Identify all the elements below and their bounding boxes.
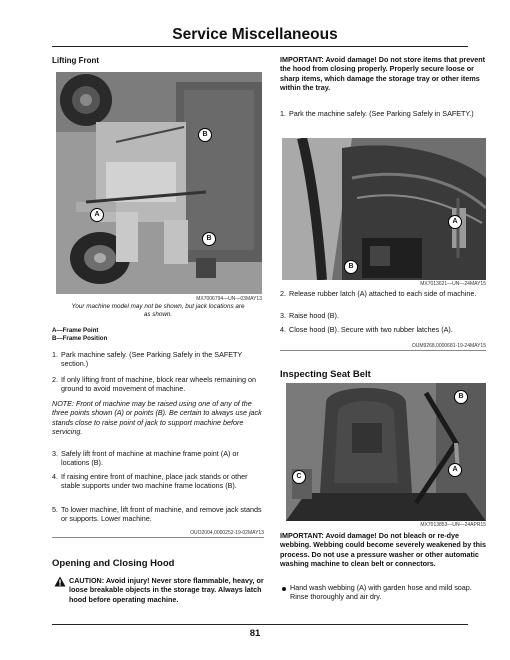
step-text: Release rubber latch (A) attached to each side of machine. [289,289,477,298]
hood-photo [282,138,486,280]
right-step-1 [280,109,490,128]
right-step-3 [280,311,490,321]
step-number: 1. [280,109,286,118]
step-number: 3. [280,311,286,320]
doc-code-right: OUM9268,0000681-19-24MAY15 [411,343,486,349]
seat-belt-heading: Inspecting Seat Belt [280,369,371,380]
important-hood: IMPORTANT: Avoid damage! Do not store items that prevent the hood from closing properly. Properly secure loose or sharp items, which damage the storage tray or other items within the tray. [280,55,485,93]
left-step-5 [52,505,264,524]
page-number: 81 [249,628,261,639]
doc-code-left: OUO2004,0000252-19-02MAY13 [190,530,264,536]
left-step-1 [52,350,264,369]
page-title: Service Miscellaneous [172,26,338,43]
hood-illustration [282,138,486,280]
figure-code-hood: MX7013621—UN—24MAY15 [420,281,486,287]
bullet-dot [282,587,286,591]
right-divider [280,350,486,351]
callout-a-belt: A [448,463,462,477]
step-number: 5. [52,505,58,514]
step-number: 2. [280,289,286,298]
figure-code-belt: MX7013853—UN—24APR15 [420,522,486,528]
lifting-note: NOTE: Front of machine may be raised using one of any of the three points shown (A) or points (B). Be certain to always use jack stands close to raise point of jack to support machine before servicing. [52,399,262,437]
lifting-front-illustration [56,72,262,294]
legend-b: B—Frame Position [52,335,108,342]
important-belt: IMPORTANT: Avoid damage! Do not bleach or re-dye webbing. Webbing could become severely weakened by this process. Do not use a pressure washer or other automatic washing machine to clean belt or connectors. [280,531,486,569]
step-number: 4. [280,325,286,334]
step-text: Safely lift front of machine at machine frame point (A) or locations (B). [61,449,239,468]
seat-belt-illustration [286,383,486,521]
left-step-3 [52,449,264,468]
hood-heading: Opening and Closing Hood [52,558,175,569]
callout-b-hood: B [344,260,358,274]
seat-belt-photo [286,383,486,521]
step-text: Park machine safely. (See Parking Safely in the SAFETY section.) [61,350,243,369]
header-rule [52,46,468,47]
left-step-2 [52,375,264,394]
lifting-front-heading: Lifting Front [52,56,100,65]
callout-c-belt: C [292,470,306,484]
step-text: Raise hood (B). [289,311,339,320]
warning-icon [54,576,66,587]
figure-code-left: MX7006794—UN—03MAY13 [196,296,262,302]
figure-caption: Your machine model may not be shown, but jack locations are as shown. [71,303,245,318]
callout-a-hood: A [448,215,462,229]
callout-a: A [90,208,104,222]
callout-b-belt: B [454,390,468,404]
hood-caution: CAUTION: Avoid injury! Never store flammable, heavy, or loose breakable objects in the storage tray. Always latch hood before operating machine. [69,576,264,604]
step-number: 3. [52,449,58,458]
step-text: To lower machine, lift front of machine, and remove jack stands or supports. Lower machine. [61,505,262,524]
step-number: 2. [52,375,58,384]
step-text: If raising entire front of machine, place jack stands or other stable supports under two machine frame locations (B). [61,472,248,491]
right-step-4 [280,325,490,335]
step-number: 4. [52,472,58,481]
left-step-4 [52,472,264,501]
footer-rule [52,624,468,625]
lifting-front-photo [56,72,262,294]
left-divider [52,537,264,538]
step-number: 1. [52,350,58,359]
legend-a: A—Frame Point [52,327,99,334]
step-text: Close hood (B). Secure with two rubber latches (A). [289,325,453,334]
right-step-2 [280,289,490,308]
callout-b-upper: B [198,128,212,142]
callout-b-lower: B [202,232,216,246]
belt-bullet-text: Hand wash webbing (A) with garden hose and mild soap. Rinse thoroughly and air dry. [290,583,472,602]
step-text: If only lifting front of machine, block rear wheels remaining on ground to avoid movement of machine. [61,375,256,394]
step-text: Park the machine safely. (See Parking Safely in SAFETY.) [289,109,474,118]
